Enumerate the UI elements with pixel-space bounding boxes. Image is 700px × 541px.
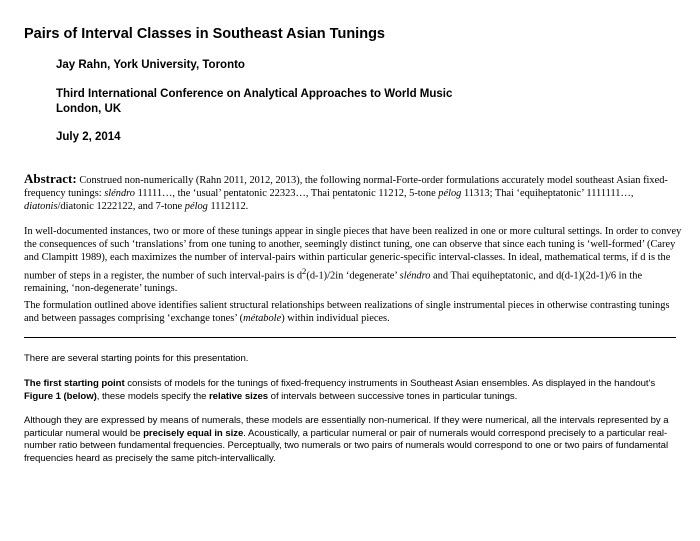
conference-info: [56, 87, 452, 117]
abstract-paragraph-2: In well-documented instances, two or more of these tunings appear in single pieces that have been realized in one or more cultural settings. In order to convey the consequences of such ‘translations’ from one tuning to another, seemingly distinct tuning, one can observe that since each tuning is ‘well-formed’ (Carey and Clampitt 1989), each maximizes the number of interval-pairs within particular generic-specific interval-classes. In ideal, mathematical terms, if d is the number of steps in a register, the number of such interval-pairs is $d^2(d-1)/2in$ ‘degenerate’ sléndro and Thai equiheptatonic, and d(d-1)(2d-1)/6 in the remaining, ‘non-degenerate’ tunings.: [24, 226, 682, 295]
paper-title: Pairs of Interval Classes in Southeast Asian Tunings: [24, 26, 385, 42]
presentation-date: July 2, 2014: [56, 131, 121, 143]
abstract-paragraph-1: Abstract: Construed non-numerically (Rahn 2011, 2012, 2013), the following normal-Forte-order formulations accurately model southeast Asian fixed-frequency tunings: sléndro 11111…, the ‘usual’ pentatonic 22323…, Thai pentatonic 11212, 5-tone pélog 11313; Thai ‘equiheptatonic’ 1111111…, diatonis/diatonic 1222122, and 7-tone pélog 1112112.: [24, 171, 668, 213]
abstract-paragraph-3: The formulation outlined above identifies salient structural relationships between realizations of single instrumental pieces in otherwise contrasting tunings and between passages comprising ‘exchange tones’ (métabole) within individual pieces.: [24, 300, 670, 325]
conference-name: Third International Conference on Analytical Approaches to World Music: [56, 88, 453, 100]
section-divider: [24, 337, 676, 338]
author-affiliation: Jay Rahn, York University, Toronto: [56, 59, 245, 71]
author-line: [56, 58, 245, 73]
abstract-label: Abstract:: [24, 171, 77, 186]
conference-location: London, UK: [56, 103, 122, 115]
numerals-paragraph: Although they are expressed by means of numerals, these models are essentially non-numerical. If they were numerical, all the intervals represented by a particular numeral would be precisely equal in size. Acoustically, a particular numeral or pair of numerals would correspond precisely to a particular real-number ratio between fundamental frequencies. Perceptually, two numerals or two pairs of numerals would correspond to one or two pairs of fundamental frequencies heard as precisely the same pitch-intervallically.: [24, 415, 669, 464]
intro-paragraph: There are several starting points for this presentation.: [24, 353, 249, 364]
first-starting-point-paragraph: The first starting point consists of models for the tunings of fixed-frequency instruments in Southeast Asian ensembles. As displayed in the handout’s Figure 1 (below), these models specify the relative sizes of intervals between successive tones in particular tunings.: [24, 378, 656, 402]
